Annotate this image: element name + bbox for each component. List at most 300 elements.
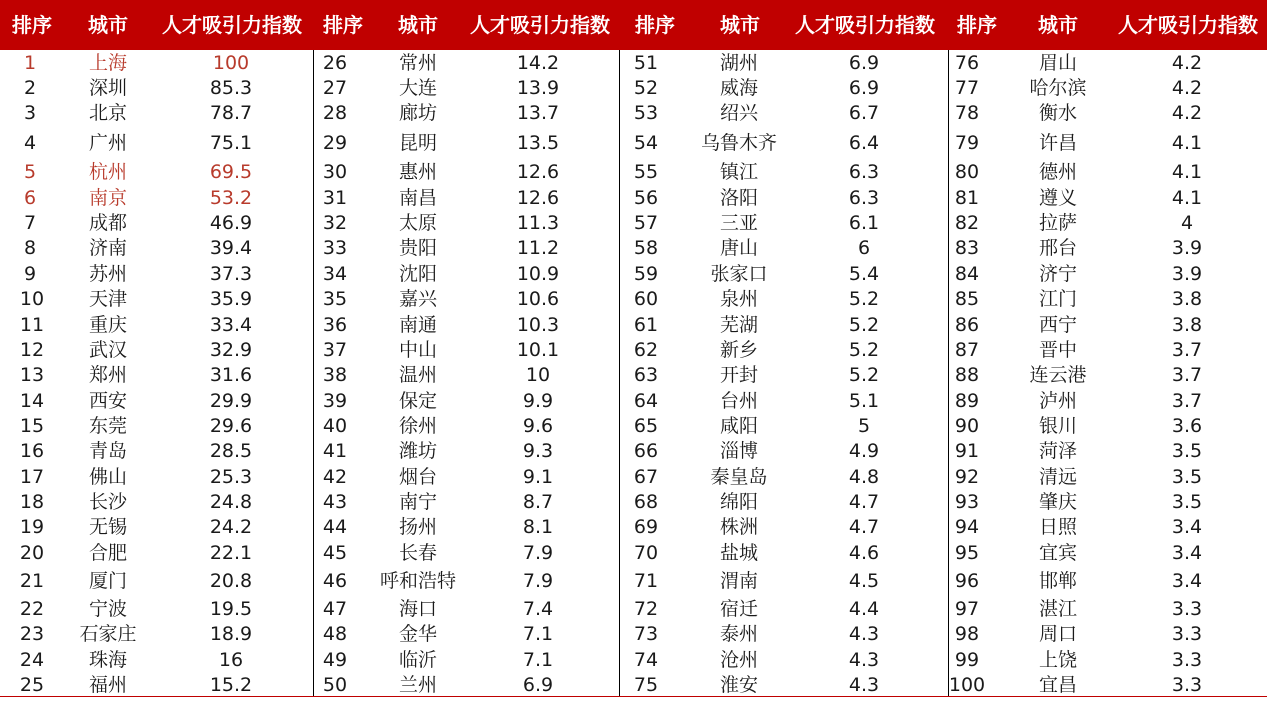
table-cell-city: 泰州 — [719, 623, 758, 645]
table-cell-city: 长沙 — [88, 491, 127, 513]
table-cell-rank: 40 — [322, 415, 348, 437]
table-cell-index: 6.9 — [848, 77, 880, 99]
table-cell-index: 4.5 — [848, 570, 880, 592]
table-cell-index: 6.3 — [848, 187, 880, 209]
table-cell-rank: 91 — [954, 440, 980, 462]
table-cell-index: 12.6 — [516, 161, 560, 183]
table-cell-city: 拉萨 — [1038, 212, 1077, 234]
table-cell-city: 苏州 — [88, 263, 127, 285]
table-cell-rank: 21 — [19, 570, 45, 592]
table-cell-index: 4.3 — [848, 674, 880, 696]
table-cell-city: 清远 — [1038, 466, 1077, 488]
table-cell-index: 5.2 — [848, 339, 880, 361]
table-cell-rank: 83 — [954, 237, 980, 259]
table-cell-city: 威海 — [719, 77, 758, 99]
table-cell-rank: 88 — [954, 364, 980, 386]
table-cell-rank: 28 — [322, 102, 348, 124]
table-cell-city: 贵阳 — [398, 237, 437, 259]
table-cell-index: 3.6 — [1171, 415, 1203, 437]
table-cell-city: 烟台 — [398, 466, 437, 488]
table-cell-rank: 4 — [23, 132, 37, 154]
table-cell-index: 14.2 — [516, 52, 560, 74]
table-cell-city: 济南 — [88, 237, 127, 259]
table-cell-index: 10.9 — [516, 263, 560, 285]
table-cell-index: 19.5 — [209, 598, 253, 620]
table-cell-index: 3.5 — [1171, 466, 1203, 488]
table-cell-rank: 38 — [322, 364, 348, 386]
table-cell-city: 咸阳 — [719, 415, 758, 437]
table-cell-city: 绍兴 — [719, 102, 758, 124]
table-cell-city: 潍坊 — [398, 440, 437, 462]
table-cell-rank: 35 — [322, 288, 348, 310]
table-cell-city: 宜昌 — [1038, 674, 1077, 696]
table-cell-rank: 72 — [633, 598, 659, 620]
table-cell-index: 8.7 — [522, 491, 554, 513]
table-cell-city: 晋中 — [1038, 339, 1077, 361]
table-cell-rank: 5 — [23, 161, 37, 183]
table-cell-index: 4.4 — [848, 598, 880, 620]
table-cell-city: 成都 — [88, 212, 127, 234]
table-cell-city: 湛江 — [1038, 598, 1077, 620]
table-cell-index: 6 — [857, 237, 871, 259]
table-cell-rank: 32 — [322, 212, 348, 234]
table-cell-index: 3.8 — [1171, 314, 1203, 336]
table-cell-rank: 63 — [633, 364, 659, 386]
table-cell-rank: 60 — [633, 288, 659, 310]
table-cell-index: 10 — [525, 364, 551, 386]
table-cell-index: 4.6 — [848, 542, 880, 564]
table-cell-city: 北京 — [88, 102, 127, 124]
table-cell-rank: 86 — [954, 314, 980, 336]
table-cell-city: 洛阳 — [719, 187, 758, 209]
table-cell-city: 周口 — [1038, 623, 1077, 645]
table-cell-city: 金华 — [398, 623, 437, 645]
table-cell-index: 10.6 — [516, 288, 560, 310]
table-cell-city: 唐山 — [719, 237, 758, 259]
table-cell-rank: 99 — [954, 649, 980, 671]
table-cell-rank: 61 — [633, 314, 659, 336]
table-cell-rank: 77 — [954, 77, 980, 99]
table-cell-index: 85.3 — [209, 77, 253, 99]
table-cell-index: 7.9 — [522, 542, 554, 564]
table-cell-city: 东莞 — [88, 415, 127, 437]
table-cell-index: 37.3 — [209, 263, 253, 285]
table-cell-city: 淄博 — [719, 440, 758, 462]
table-cell-rank: 81 — [954, 187, 980, 209]
table-cell-index: 7.9 — [522, 570, 554, 592]
table-cell-city: 银川 — [1038, 415, 1077, 437]
table-cell-rank: 97 — [954, 598, 980, 620]
table-cell-city: 泉州 — [719, 288, 758, 310]
table-cell-city: 邢台 — [1038, 237, 1077, 259]
column-separator — [619, 50, 620, 696]
table-cell-city: 日照 — [1038, 516, 1077, 538]
table-cell-city: 三亚 — [719, 212, 758, 234]
table-cell-index: 5.2 — [848, 288, 880, 310]
table-cell-rank: 76 — [954, 52, 980, 74]
table-cell-city: 长春 — [398, 542, 437, 564]
table-cell-rank: 98 — [954, 623, 980, 645]
table-cell-city: 上海 — [88, 52, 127, 74]
table-cell-rank: 64 — [633, 390, 659, 412]
table-cell-index: 20.8 — [209, 570, 253, 592]
table-cell-rank: 70 — [633, 542, 659, 564]
table-cell-rank: 39 — [322, 390, 348, 412]
table-cell-city: 西安 — [88, 390, 127, 412]
table-cell-rank: 8 — [23, 237, 37, 259]
table-cell-index: 9.1 — [522, 466, 554, 488]
header-rank-2: 排序 — [323, 13, 363, 37]
table-cell-city: 芜湖 — [719, 314, 758, 336]
table-cell-city: 泸州 — [1038, 390, 1077, 412]
table-cell-index: 32.9 — [209, 339, 253, 361]
table-cell-index: 3.8 — [1171, 288, 1203, 310]
table-cell-rank: 17 — [19, 466, 45, 488]
table-cell-city: 大连 — [398, 77, 437, 99]
table-cell-index: 3.5 — [1171, 440, 1203, 462]
table-cell-index: 24.8 — [209, 491, 253, 513]
table-cell-city: 西宁 — [1038, 314, 1077, 336]
table-cell-index: 29.9 — [209, 390, 253, 412]
table-cell-city: 重庆 — [88, 314, 127, 336]
table-cell-city: 哈尔滨 — [1029, 77, 1087, 99]
table-cell-rank: 45 — [322, 542, 348, 564]
table-cell-rank: 74 — [633, 649, 659, 671]
table-cell-city: 青岛 — [88, 440, 127, 462]
table-cell-index: 4.7 — [848, 491, 880, 513]
table-cell-city: 厦门 — [88, 570, 127, 592]
table-cell-rank: 94 — [954, 516, 980, 538]
table-cell-city: 渭南 — [719, 570, 758, 592]
table-cell-rank: 25 — [19, 674, 45, 696]
table-cell-index: 9.6 — [522, 415, 554, 437]
table-cell-city: 保定 — [398, 390, 437, 412]
table-cell-rank: 71 — [633, 570, 659, 592]
table-cell-city: 肇庆 — [1038, 491, 1077, 513]
table-cell-rank: 44 — [322, 516, 348, 538]
table-cell-rank: 42 — [322, 466, 348, 488]
table-cell-index: 9.9 — [522, 390, 554, 412]
table-cell-index: 5 — [857, 415, 871, 437]
table-cell-city: 呼和浩特 — [379, 570, 456, 592]
table-cell-rank: 20 — [19, 542, 45, 564]
table-cell-index: 4.8 — [848, 466, 880, 488]
table-cell-rank: 23 — [19, 623, 45, 645]
table-cell-city: 德州 — [1038, 161, 1077, 183]
table-cell-city: 武汉 — [88, 339, 127, 361]
table-cell-rank: 3 — [23, 102, 37, 124]
table-cell-index: 6.4 — [848, 132, 880, 154]
table-cell-rank: 10 — [19, 288, 45, 310]
table-cell-index: 5.1 — [848, 390, 880, 412]
table-cell-index: 6.3 — [848, 161, 880, 183]
table-cell-rank: 19 — [19, 516, 45, 538]
table-cell-rank: 29 — [322, 132, 348, 154]
table-cell-rank: 34 — [322, 263, 348, 285]
table-cell-rank: 22 — [19, 598, 45, 620]
table-cell-index: 75.1 — [209, 132, 253, 154]
table-cell-city: 珠海 — [88, 649, 127, 671]
table-cell-index: 4 — [1180, 212, 1194, 234]
table-cell-index: 3.4 — [1171, 542, 1203, 564]
table-cell-index: 3.5 — [1171, 491, 1203, 513]
table-cell-city: 石家庄 — [79, 623, 137, 645]
table-cell-city: 南昌 — [398, 187, 437, 209]
table-cell-rank: 80 — [954, 161, 980, 183]
table-cell-rank: 65 — [633, 415, 659, 437]
table-cell-rank: 85 — [954, 288, 980, 310]
table-cell-index: 24.2 — [209, 516, 253, 538]
table-cell-index: 46.9 — [209, 212, 253, 234]
table-cell-city: 乌鲁木齐 — [700, 132, 777, 154]
table-cell-index: 3.7 — [1171, 390, 1203, 412]
table-cell-city: 济宁 — [1038, 263, 1077, 285]
table-cell-rank: 68 — [633, 491, 659, 513]
table-cell-index: 5.2 — [848, 364, 880, 386]
table-cell-index: 35.9 — [209, 288, 253, 310]
table-cell-city: 徐州 — [398, 415, 437, 437]
table-cell-city: 盐城 — [719, 542, 758, 564]
table-cell-rank: 12 — [19, 339, 45, 361]
table-cell-index: 7.1 — [522, 623, 554, 645]
table-cell-city: 连云港 — [1029, 364, 1087, 386]
table-cell-city: 佛山 — [88, 466, 127, 488]
table-cell-rank: 6 — [23, 187, 37, 209]
table-cell-index: 3.4 — [1171, 516, 1203, 538]
table-cell-city: 杭州 — [88, 161, 127, 183]
table-cell-city: 合肥 — [88, 542, 127, 564]
table-cell-index: 13.7 — [516, 102, 560, 124]
table-cell-index: 39.4 — [209, 237, 253, 259]
table-cell-city: 温州 — [398, 364, 437, 386]
table-cell-rank: 78 — [954, 102, 980, 124]
table-cell-city: 兰州 — [398, 674, 437, 696]
table-cell-rank: 82 — [954, 212, 980, 234]
header-rank-1: 排序 — [12, 13, 52, 37]
table-cell-rank: 56 — [633, 187, 659, 209]
table-cell-index: 13.5 — [516, 132, 560, 154]
table-cell-city: 淮安 — [719, 674, 758, 696]
header-index-1: 人才吸引力指数 — [162, 13, 302, 37]
table-cell-rank: 33 — [322, 237, 348, 259]
table-cell-index: 13.9 — [516, 77, 560, 99]
table-cell-city: 中山 — [398, 339, 437, 361]
table-cell-index: 7.1 — [522, 649, 554, 671]
table-cell-rank: 93 — [954, 491, 980, 513]
table-cell-rank: 100 — [948, 674, 986, 696]
table-cell-rank: 62 — [633, 339, 659, 361]
table-cell-index: 3.7 — [1171, 339, 1203, 361]
table-cell-index: 3.3 — [1171, 649, 1203, 671]
header-city-2: 城市 — [398, 13, 438, 37]
table-cell-rank: 95 — [954, 542, 980, 564]
table-cell-city: 株洲 — [719, 516, 758, 538]
table-cell-city: 湖州 — [719, 52, 758, 74]
table-cell-index: 33.4 — [209, 314, 253, 336]
table-cell-rank: 79 — [954, 132, 980, 154]
table-cell-rank: 41 — [322, 440, 348, 462]
header-city-3: 城市 — [720, 13, 760, 37]
table-cell-rank: 18 — [19, 491, 45, 513]
table-cell-index: 78.7 — [209, 102, 253, 124]
table-cell-city: 邯郸 — [1038, 570, 1077, 592]
table-cell-index: 9.3 — [522, 440, 554, 462]
table-cell-index: 4.1 — [1171, 132, 1203, 154]
table-cell-index: 4.7 — [848, 516, 880, 538]
table-cell-city: 沧州 — [719, 649, 758, 671]
table-cell-index: 8.1 — [522, 516, 554, 538]
table-cell-rank: 49 — [322, 649, 348, 671]
table-cell-index: 3.7 — [1171, 364, 1203, 386]
table-cell-city: 郑州 — [88, 364, 127, 386]
table-cell-index: 3.3 — [1171, 674, 1203, 696]
table-cell-city: 太原 — [398, 212, 437, 234]
table-cell-rank: 73 — [633, 623, 659, 645]
table-cell-index: 10.1 — [516, 339, 560, 361]
table-cell-rank: 2 — [23, 77, 37, 99]
table-cell-rank: 36 — [322, 314, 348, 336]
table-cell-city: 无锡 — [88, 516, 127, 538]
table-cell-city: 嘉兴 — [398, 288, 437, 310]
table-cell-city: 绵阳 — [719, 491, 758, 513]
table-cell-index: 16 — [218, 649, 244, 671]
table-cell-city: 宜宾 — [1038, 542, 1077, 564]
table-cell-rank: 67 — [633, 466, 659, 488]
table-cell-city: 惠州 — [398, 161, 437, 183]
table-cell-city: 宁波 — [88, 598, 127, 620]
table-cell-index: 29.6 — [209, 415, 253, 437]
table-cell-index: 6.9 — [848, 52, 880, 74]
header-city-4: 城市 — [1038, 13, 1078, 37]
table-cell-rank: 75 — [633, 674, 659, 696]
table-cell-index: 4.2 — [1171, 52, 1203, 74]
table-cell-index: 100 — [212, 52, 250, 74]
table-cell-index: 28.5 — [209, 440, 253, 462]
header-city-1: 城市 — [88, 13, 128, 37]
table-cell-index: 69.5 — [209, 161, 253, 183]
table-cell-index: 5.4 — [848, 263, 880, 285]
table-cell-city: 镇江 — [719, 161, 758, 183]
table-cell-city: 宿迁 — [719, 598, 758, 620]
table-cell-rank: 15 — [19, 415, 45, 437]
header-index-2: 人才吸引力指数 — [470, 13, 610, 37]
table-cell-rank: 11 — [19, 314, 45, 336]
column-separator — [948, 50, 949, 696]
table-cell-city: 南通 — [398, 314, 437, 336]
table-cell-city: 天津 — [88, 288, 127, 310]
table-cell-index: 10.3 — [516, 314, 560, 336]
table-cell-rank: 58 — [633, 237, 659, 259]
table-cell-index: 4.3 — [848, 649, 880, 671]
table-cell-index: 5.2 — [848, 314, 880, 336]
table-cell-index: 6.1 — [848, 212, 880, 234]
header-rank-3: 排序 — [635, 13, 675, 37]
table-cell-index: 4.9 — [848, 440, 880, 462]
table-cell-index: 12.6 — [516, 187, 560, 209]
table-cell-rank: 47 — [322, 598, 348, 620]
table-cell-rank: 96 — [954, 570, 980, 592]
table-cell-index: 3.9 — [1171, 263, 1203, 285]
table-cell-index: 3.9 — [1171, 237, 1203, 259]
table-cell-city: 南宁 — [398, 491, 437, 513]
table-cell-rank: 57 — [633, 212, 659, 234]
table-cell-rank: 69 — [633, 516, 659, 538]
table-cell-rank: 53 — [633, 102, 659, 124]
table-cell-index: 4.1 — [1171, 161, 1203, 183]
table-cell-index: 25.3 — [209, 466, 253, 488]
table-cell-city: 深圳 — [88, 77, 127, 99]
table-cell-index: 4.1 — [1171, 187, 1203, 209]
table-cell-index: 22.1 — [209, 542, 253, 564]
table-cell-city: 遵义 — [1038, 187, 1077, 209]
table-cell-city: 常州 — [398, 52, 437, 74]
table-cell-city: 菏泽 — [1038, 440, 1077, 462]
table-cell-city: 沈阳 — [398, 263, 437, 285]
table-cell-rank: 84 — [954, 263, 980, 285]
table-cell-rank: 16 — [19, 440, 45, 462]
table-cell-rank: 37 — [322, 339, 348, 361]
table-cell-city: 江门 — [1038, 288, 1077, 310]
table-cell-city: 上饶 — [1038, 649, 1077, 671]
table-cell-rank: 55 — [633, 161, 659, 183]
table-cell-index: 7.4 — [522, 598, 554, 620]
table-cell-city: 南京 — [88, 187, 127, 209]
table-cell-rank: 54 — [633, 132, 659, 154]
table-cell-city: 许昌 — [1038, 132, 1077, 154]
header-rank-4: 排序 — [957, 13, 997, 37]
table-cell-index: 4.3 — [848, 623, 880, 645]
table-cell-index: 4.2 — [1171, 102, 1203, 124]
table-cell-index: 31.6 — [209, 364, 253, 386]
table-cell-rank: 24 — [19, 649, 45, 671]
table-cell-rank: 66 — [633, 440, 659, 462]
table-cell-city: 昆明 — [398, 132, 437, 154]
table-cell-index: 15.2 — [209, 674, 253, 696]
table-cell-rank: 1 — [23, 52, 37, 74]
table-cell-index: 3.3 — [1171, 598, 1203, 620]
table-cell-city: 廊坊 — [398, 102, 437, 124]
table-cell-rank: 90 — [954, 415, 980, 437]
column-separator — [313, 50, 314, 696]
table-cell-city: 衡水 — [1038, 102, 1077, 124]
table-cell-index: 3.3 — [1171, 623, 1203, 645]
table-cell-rank: 89 — [954, 390, 980, 412]
table-cell-rank: 9 — [23, 263, 37, 285]
table-cell-index: 6.9 — [522, 674, 554, 696]
table-cell-index: 6.7 — [848, 102, 880, 124]
table-cell-rank: 46 — [322, 570, 348, 592]
table-cell-city: 广州 — [88, 132, 127, 154]
table-cell-city: 开封 — [719, 364, 758, 386]
table-cell-index: 4.2 — [1171, 77, 1203, 99]
table-cell-rank: 7 — [23, 212, 37, 234]
header-index-4: 人才吸引力指数 — [1118, 13, 1258, 37]
table-header — [0, 0, 1267, 50]
header-index-3: 人才吸引力指数 — [795, 13, 935, 37]
table-cell-city: 福州 — [88, 674, 127, 696]
table-cell-rank: 43 — [322, 491, 348, 513]
table-cell-rank: 52 — [633, 77, 659, 99]
table-cell-index: 3.4 — [1171, 570, 1203, 592]
table-cell-rank: 26 — [322, 52, 348, 74]
table-cell-rank: 59 — [633, 263, 659, 285]
table-cell-city: 台州 — [719, 390, 758, 412]
table-cell-index: 18.9 — [209, 623, 253, 645]
table-cell-city: 新乡 — [719, 339, 758, 361]
table-cell-rank: 27 — [322, 77, 348, 99]
table-cell-rank: 14 — [19, 390, 45, 412]
table-cell-rank: 50 — [322, 674, 348, 696]
